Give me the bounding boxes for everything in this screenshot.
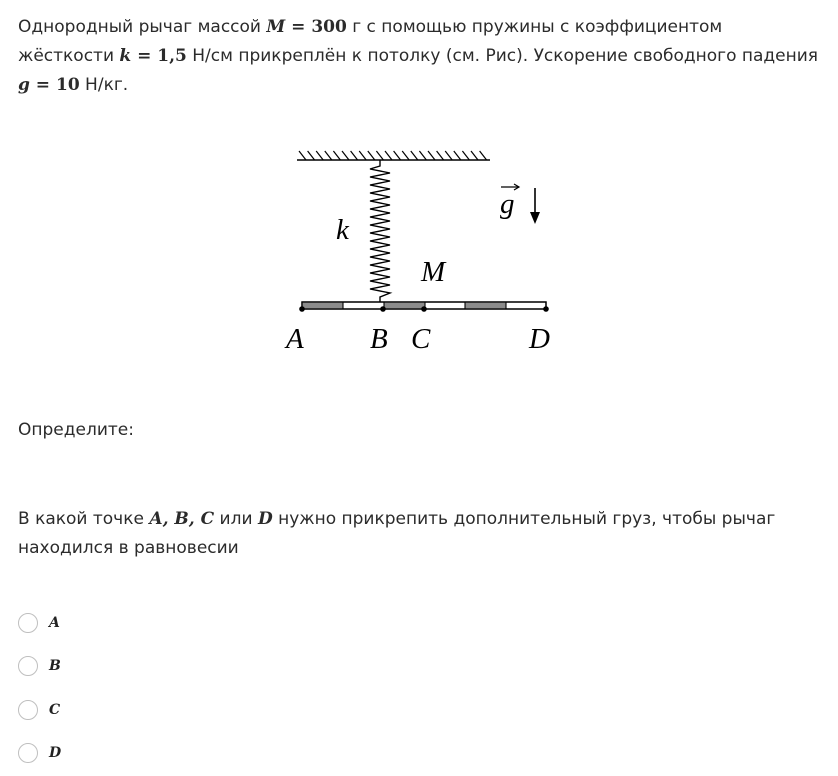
spring: [370, 160, 390, 303]
determine-label: Определите:: [18, 420, 134, 440]
question-text-2: или: [214, 509, 258, 529]
option-a-radio[interactable]: [18, 613, 38, 633]
option-c[interactable]: [18, 698, 60, 722]
mass-symbol: M: [266, 17, 286, 37]
point-a-label: A: [286, 323, 304, 355]
mass-value: 300: [311, 17, 347, 37]
question-comma-2: ,: [188, 509, 201, 529]
option-c-label: C: [49, 702, 61, 718]
problem-text-1: Однородный рычаг массой: [18, 17, 267, 37]
point-b-label: B: [370, 323, 388, 355]
g-value: 10: [55, 75, 80, 95]
problem-statement: [18, 13, 818, 100]
question-text: [18, 505, 798, 563]
k-value: 1,5: [157, 46, 187, 66]
question-comma-1: ,: [162, 509, 175, 529]
option-a-label: A: [49, 615, 60, 631]
question-point-d: D: [257, 509, 273, 529]
option-d-label: D: [49, 745, 62, 761]
option-b-radio[interactable]: [18, 656, 38, 676]
k-symbol: k: [119, 46, 132, 66]
mass-m-label: M: [421, 256, 446, 288]
question-text-3: нужно прикрепить дополнительный груз, чтобы рычаг находился в равновесии: [18, 509, 776, 558]
problem-text-3: Н/см прикреплён к потолку (см. Рис). Ускорение свободного падения: [186, 46, 819, 66]
point-d-dot: [543, 306, 549, 312]
option-c-radio[interactable]: [18, 700, 38, 720]
option-b-label: B: [49, 658, 61, 674]
lever-spring-figure: [280, 140, 570, 365]
problem-text-2: г с помощью пружины с коэффициентом жёсткости: [18, 17, 723, 66]
question-point-c: C: [200, 509, 215, 529]
point-b-dot: [380, 306, 386, 312]
problem-text-4: Н/кг.: [79, 75, 129, 95]
option-a[interactable]: [18, 611, 60, 635]
point-a-dot: [299, 306, 305, 312]
k-equals: =: [131, 46, 158, 66]
question-point-b: B: [174, 509, 189, 529]
gravity-down-arrow-icon: [530, 188, 540, 224]
question-text-1: В какой точке: [18, 509, 150, 529]
ceiling: [297, 151, 490, 160]
question-point-a: A: [149, 509, 163, 529]
g-symbol: g: [18, 75, 30, 95]
point-d-label: D: [529, 323, 550, 355]
point-c-label: C: [411, 323, 431, 355]
point-c-dot: [421, 306, 427, 312]
gravity-g-label: g: [500, 188, 515, 220]
option-d-radio[interactable]: [18, 743, 38, 763]
spring-k-label: k: [336, 214, 349, 246]
option-b[interactable]: [18, 654, 61, 678]
mass-equals: =: [285, 17, 312, 37]
option-d[interactable]: [18, 741, 61, 765]
g-equals: =: [29, 75, 56, 95]
